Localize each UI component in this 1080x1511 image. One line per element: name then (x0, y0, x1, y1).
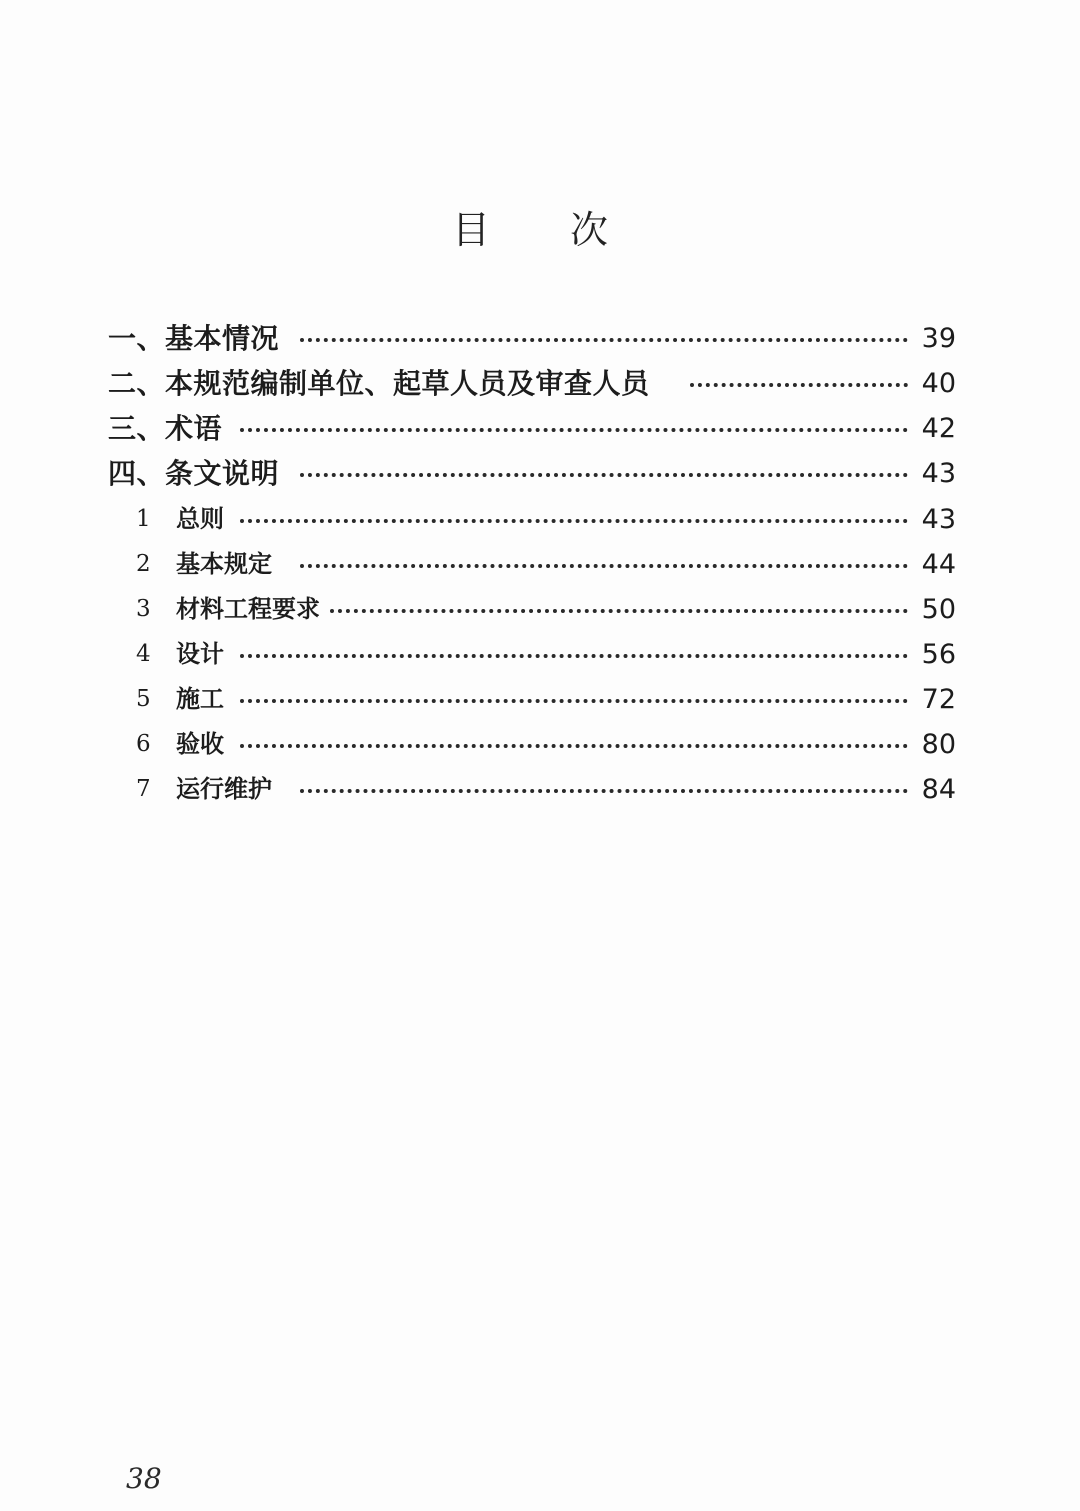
toc-title (0, 200, 1080, 260)
toc-subentry-general[interactable] (0, 497, 1080, 542)
toc-subentry-page: 43 (912, 497, 956, 542)
toc-subentry-page: 72 (912, 677, 956, 722)
toc-subentry-label: 验收 (176, 722, 238, 767)
toc-subentry-number: 7 (136, 776, 151, 802)
toc-entry-authors[interactable] (0, 361, 1080, 406)
toc-subentry-label: 设计 (176, 632, 238, 677)
toc-subentry-page: 56 (912, 632, 956, 677)
toc-entry-page: 42 (912, 406, 956, 451)
leader-dots (240, 744, 908, 748)
toc-subentry-design[interactable] (0, 632, 1080, 677)
toc-subentry-number: 5 (136, 686, 151, 712)
toc-subentry-materials[interactable] (0, 587, 1080, 632)
toc-entry-label: 四、条文说明 (108, 451, 293, 496)
toc-subentry-page: 44 (912, 542, 956, 587)
toc-subentry-acceptance[interactable] (0, 722, 1080, 767)
page-number: 38 (126, 1462, 162, 1495)
toc-entry-page: 39 (912, 316, 956, 361)
leader-dots (240, 519, 908, 523)
toc-entry-terms[interactable] (0, 406, 1080, 451)
leader-dots (240, 654, 908, 658)
toc-subentry-page: 84 (912, 767, 956, 812)
toc-entry-page: 40 (912, 361, 956, 406)
toc-entry-page: 43 (912, 451, 956, 496)
toc-subentry-number: 6 (136, 731, 151, 757)
toc-subentry-label: 运行维护 (176, 767, 286, 812)
toc-subentry-number: 1 (136, 506, 151, 532)
leader-dots (300, 564, 908, 568)
leader-dots (690, 383, 908, 387)
toc-subentry-number: 3 (136, 596, 151, 622)
toc-entry-label: 二、本规范编制单位、起草人员及审查人员 (108, 361, 664, 406)
leader-dots (240, 699, 908, 703)
toc-entry-explanation[interactable] (0, 451, 1080, 496)
toc-entry-basic-info[interactable] (0, 316, 1080, 361)
leader-dots (330, 609, 908, 613)
toc-title-char-1: 目 (452, 208, 491, 252)
toc-subentry-page: 50 (912, 587, 956, 632)
leader-dots (240, 428, 908, 432)
toc-subentry-label: 基本规定 (176, 542, 286, 587)
toc-subentry-basic-rules[interactable] (0, 542, 1080, 587)
toc-subentry-label: 总则 (176, 497, 238, 542)
toc-subentry-construction[interactable] (0, 677, 1080, 722)
toc-entry-label: 一、基本情况 (108, 316, 293, 361)
leader-dots (300, 338, 908, 342)
toc-subentry-number: 2 (136, 551, 151, 577)
toc-subentry-label: 材料工程要求 (176, 587, 324, 632)
toc-title-char-2: 次 (570, 208, 609, 252)
toc-subentry-number: 4 (136, 641, 151, 667)
toc-subentry-label: 施工 (176, 677, 238, 722)
leader-dots (300, 473, 908, 477)
toc-subentry-page: 80 (912, 722, 956, 767)
toc-entry-label: 三、术语 (108, 406, 236, 451)
leader-dots (300, 789, 908, 793)
toc-subentry-maintenance[interactable] (0, 767, 1080, 812)
